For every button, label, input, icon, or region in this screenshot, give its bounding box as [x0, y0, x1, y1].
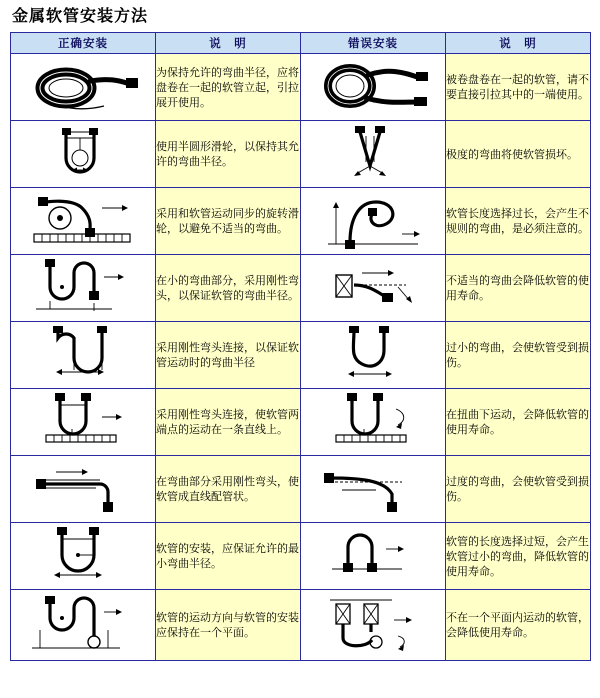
column-header-wrong: 错误安装 [301, 33, 446, 54]
figure-semicircular-sheave-u [11, 121, 156, 188]
figure-min-bend-radius-u [11, 523, 156, 590]
description-wrong: 过小的弯曲，会使软管受到损伤。 [446, 322, 591, 389]
long-hose-irregular-bend-icon [301, 190, 445, 252]
table-row [11, 54, 591, 121]
description-wrong: 被卷盘卷在一起的软管，请不要直接引拉其中的一端使用。 [446, 54, 591, 121]
figure-rotating-sheave-chain [11, 188, 156, 255]
too-small-bend-icon [301, 324, 445, 386]
figure-straight-pipe-elbow [11, 456, 156, 523]
installation-methods-table [10, 32, 591, 661]
figure-same-plane-motion [11, 590, 156, 661]
column-header-correct-desc: 说 明 [156, 33, 301, 54]
description-correct: 软管的安装，应保证允许的最小弯曲半径。 [156, 523, 301, 590]
same-plane-motion-icon [11, 590, 155, 660]
rigid-elbow-straight-line-icon [11, 391, 155, 453]
column-header-correct: 正确安装 [11, 33, 156, 54]
description-correct: 采用刚性弯头连接，使软管两端点的运动在一条直线上。 [156, 389, 301, 456]
description-wrong: 不在一个平面内运动的软管，会降低使用寿命。 [446, 590, 591, 661]
figure-rigid-elbow-connection [11, 322, 156, 389]
rigid-bend-small-radius-icon [11, 257, 155, 319]
description-correct: 为保持允许的弯曲半径，应将盘卷在一起的软管立起，引拉展开使用。 [156, 54, 301, 121]
figure-excessive-bend-pipe [301, 456, 446, 523]
description-wrong: 过度的弯曲，会使软管受到损伤。 [446, 456, 591, 523]
sharp-v-bend-icon [301, 124, 445, 184]
table-header-row [11, 33, 591, 54]
description-wrong: 极度的弯曲将使软管损坏。 [446, 121, 591, 188]
too-long-hose-arch-icon [301, 525, 445, 587]
description-correct: 在弯曲部分采用刚性弯头，使软管成直线配管状。 [156, 456, 301, 523]
min-bend-radius-u-icon [11, 525, 155, 587]
description-correct: 采用刚性弯头连接，以保证软管运动时的弯曲半径 [156, 322, 301, 389]
improper-bend-short-icon [301, 257, 445, 319]
rigid-elbow-connection-icon [11, 324, 155, 386]
table-row [11, 389, 591, 456]
figure-improper-bend-short [301, 255, 446, 322]
table-row [11, 322, 591, 389]
figure-coiled-hose-pulled [301, 54, 446, 121]
figure-rigid-bend-small-radius [11, 255, 156, 322]
figure-coiled-hose-flat [11, 54, 156, 121]
semicircular-sheave-u-icon [11, 124, 155, 184]
straight-pipe-elbow-icon [11, 460, 155, 518]
description-wrong: 软管的长度选择过短，会产生软管过小的弯曲，降低软管的使用寿命。 [446, 523, 591, 590]
description-wrong: 软管长度选择过长，会产生不规则的弯曲，是必须注意的。 [446, 188, 591, 255]
figure-out-of-plane-motion [301, 590, 446, 661]
description-correct: 采用和软管运动同步的旋转滑轮，以避免不适当的弯曲。 [156, 188, 301, 255]
description-correct: 在小的弯曲部分，采用刚性弯头，以保证软管的弯曲半径。 [156, 255, 301, 322]
out-of-plane-motion-icon [301, 590, 445, 660]
figure-torsion-bend [301, 389, 446, 456]
rotating-sheave-chain-icon [11, 190, 155, 252]
description-wrong: 在扭曲下运动，会降低软管的使用寿命。 [446, 389, 591, 456]
description-wrong: 不适当的弯曲会降低软管的使用寿命。 [446, 255, 591, 322]
torsion-bend-icon [301, 391, 445, 453]
table-row [11, 590, 591, 661]
figure-too-small-bend [301, 322, 446, 389]
table-row [11, 121, 591, 188]
column-header-wrong-desc: 说 明 [446, 33, 591, 54]
table-row [11, 523, 591, 590]
figure-rigid-elbow-straight-line [11, 389, 156, 456]
figure-too-long-hose-arch [301, 523, 446, 590]
coiled-hose-pulled-icon [301, 58, 445, 116]
excessive-bend-pipe-icon [301, 460, 445, 518]
figure-sharp-v-bend [301, 121, 446, 188]
figure-long-hose-irregular-bend [301, 188, 446, 255]
description-correct: 软管的运动方向与软管的安装应保持在一个平面。 [156, 590, 301, 661]
table-row [11, 255, 591, 322]
table-row [11, 456, 591, 523]
table-row [11, 188, 591, 255]
page-title: 金属软管安装方法 [12, 6, 149, 25]
description-correct: 使用半圆形滑轮，以保持其允许的弯曲半径。 [156, 121, 301, 188]
coiled-hose-flat-icon [11, 58, 155, 116]
